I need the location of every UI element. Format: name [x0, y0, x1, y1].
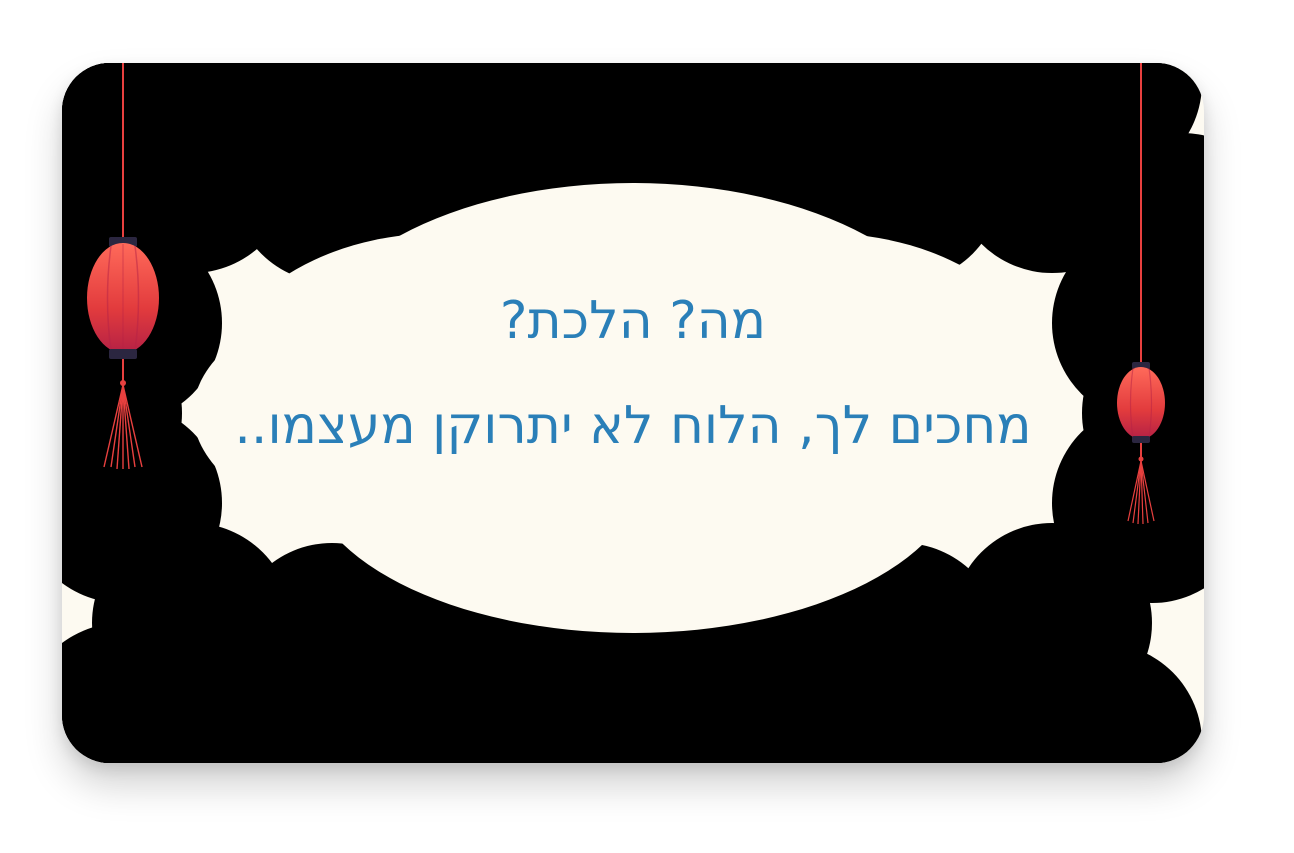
message-subtitle: מחכים לך, הלוח לא יתרוקן מעצמו.. — [234, 396, 1032, 456]
idle-message-card — [62, 63, 1204, 763]
right-lantern-icon — [1114, 63, 1170, 528]
left-lantern-icon — [84, 63, 164, 473]
message-title: מה? הלכת? — [499, 291, 767, 351]
idle-message — [62, 63, 1204, 763]
